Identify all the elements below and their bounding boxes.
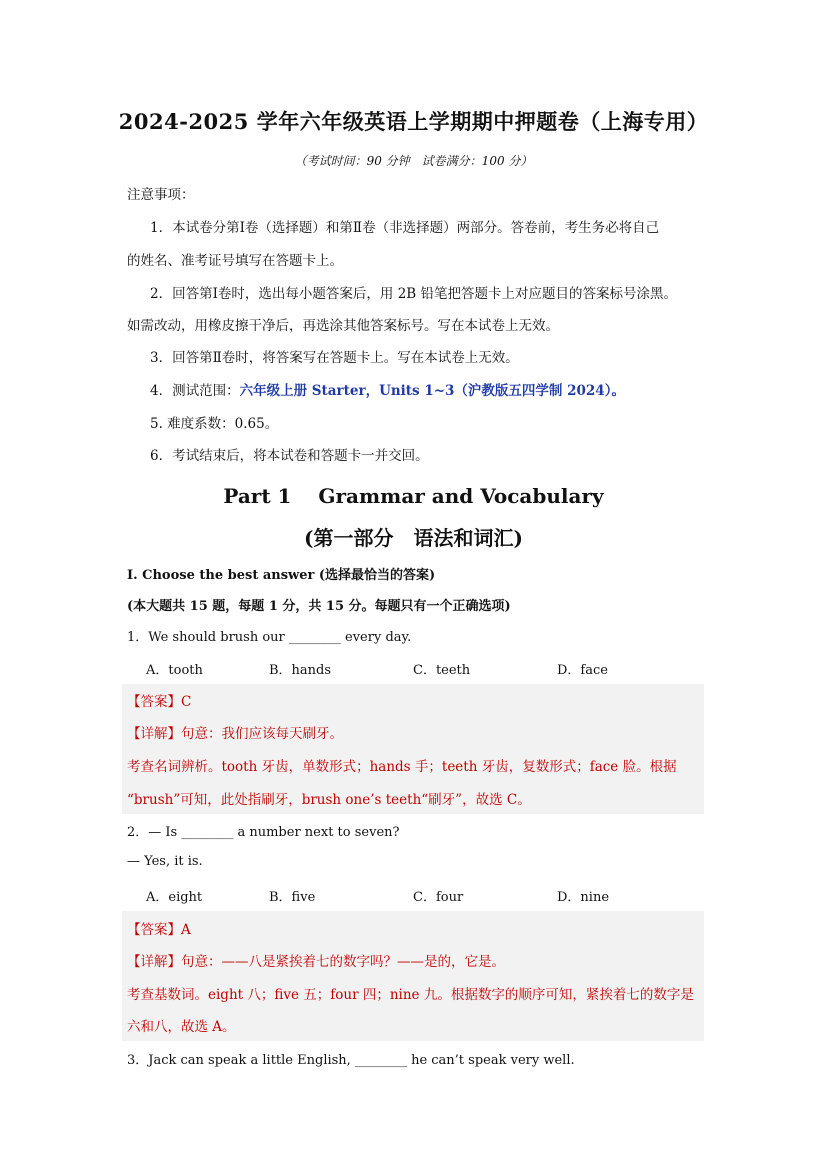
question-1-option-d: D．face bbox=[557, 663, 608, 678]
question-1-answer: 【答案】C bbox=[127, 694, 192, 710]
question-1-option-a: A．tooth bbox=[146, 663, 203, 678]
question-2-detail: 【详解】句意：——八是紧挨着七的数字吗？——是的，它是。 bbox=[127, 954, 505, 970]
note-item-6: 6．考试结束后，将本试卷和答题卡一并交回。 bbox=[150, 448, 429, 464]
notes-heading: 注意事项： bbox=[127, 187, 195, 203]
note-item-5: 5. 难度系数：0.65。 bbox=[150, 416, 279, 432]
exam-info: （考试时间：90 分钟 试卷满分：100 分） bbox=[294, 154, 533, 168]
section-heading: I. Choose the best answer (选择最恰当的答案) bbox=[127, 568, 436, 583]
section-instructions: (本大题共 15 题，每题 1 分，共 15 分。每题只有一个正确选项) bbox=[127, 599, 511, 614]
question-2-option-c: C．four bbox=[413, 890, 464, 905]
question-1-explain-b: “brush”可知，此处指刷牙，brush one’s teeth“刷牙”，故选 C。 bbox=[127, 792, 531, 808]
test-scope: 六年级上册 Starter，Units 1~3（沪教版五四学制 2024）。 bbox=[239, 383, 625, 399]
note-item-2b: 如需改动，用橡皮擦干净后，再选涂其他答案标号。写在本试卷上无效。 bbox=[127, 318, 559, 334]
question-1-option-b: B．hands bbox=[269, 663, 332, 678]
part-subtitle: (第一部分 语法和词汇) bbox=[304, 526, 523, 550]
question-1-detail: 【详解】句意：我们应该每天刷牙。 bbox=[127, 726, 343, 742]
question-2-stem: 2．— Is ________ a number next to seven? bbox=[127, 825, 400, 840]
note-item-1b: 的姓名、准考证号填写在答题卡上。 bbox=[127, 253, 343, 269]
question-2-option-d: D．nine bbox=[557, 890, 610, 905]
note-item-4 bbox=[150, 379, 625, 399]
note-item-2a: 2．回答第Ⅰ卷时，选出每小题答案后，用 2B 铅笔把答题卡上对应题目的答案标号涂黑。 bbox=[150, 286, 678, 302]
question-3-stem: 3．Jack can speak a little English, ________ he can’t speak very well. bbox=[127, 1053, 575, 1068]
question-2-reply: — Yes, it is. bbox=[127, 854, 203, 869]
note-item-3: 3．回答第Ⅱ卷时，将答案写在答题卡上。写在本试卷上无效。 bbox=[150, 350, 519, 366]
question-2-answer: 【答案】A bbox=[127, 922, 191, 938]
page-title: 2024-2025 学年六年级英语上学期期中押题卷（上海专用） bbox=[118, 109, 709, 134]
question-2-explain-b: 六和八，故选 A。 bbox=[127, 1019, 236, 1035]
question-2-option-b: B．five bbox=[269, 890, 316, 905]
part-title: Part 1 Grammar and Vocabulary bbox=[223, 484, 604, 508]
question-1-stem: 1．We should brush our ________ every day. bbox=[127, 630, 412, 645]
question-2-explain-a: 考查基数词。eight 八；five 五；four 四；nine 九。根据数字的顺序可知，紧挨着七的数字是 bbox=[127, 987, 694, 1003]
question-1-explain-a: 考查名词辨析。tooth 牙齿，单数形式；hands 手；teeth 牙齿，复数形式；face 脸。根据 bbox=[127, 759, 677, 775]
question-1-option-c: C．teeth bbox=[413, 663, 471, 678]
note-item-1a: 1．本试卷分第Ⅰ卷（选择题）和第Ⅱ卷（非选择题）两部分。答卷前，考生务必将自己 bbox=[150, 220, 660, 236]
note-item-4-prefix: 4．测试范围： bbox=[150, 383, 240, 399]
question-2-option-a: A．eight bbox=[146, 890, 203, 905]
